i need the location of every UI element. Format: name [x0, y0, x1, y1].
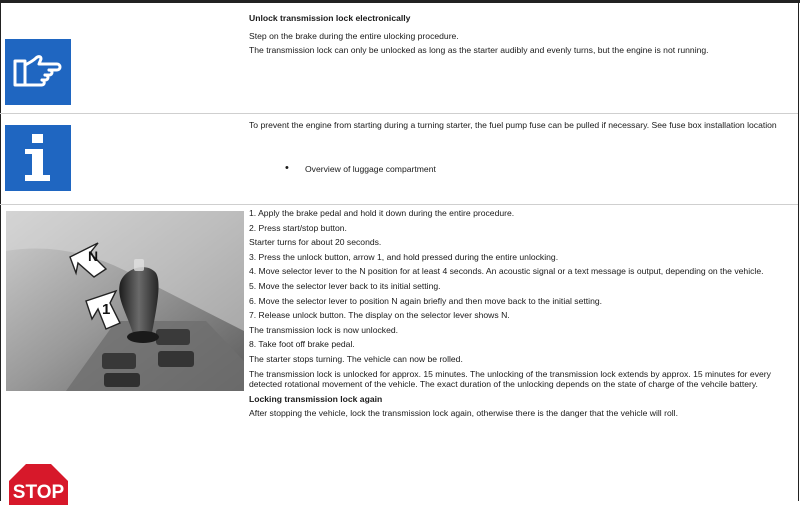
pointing-hand-icon: [5, 39, 71, 105]
info-text: To prevent the engine from starting during a turning starter, the fuel pump fuse can be pulled if necessary. See fuse box installation location: [249, 120, 777, 130]
stop-sign-icon: [6, 461, 71, 505]
row-divider: [0, 113, 798, 114]
arrow-1-label: 1: [102, 301, 111, 318]
bullet-dot: •: [285, 162, 289, 174]
row-divider: [0, 204, 798, 205]
step-line: 1. Apply the brake pedal and hold it down during the entire procedure.: [249, 208, 515, 218]
unlock-line: Step on the brake during the entire ulocking procedure.: [249, 30, 459, 41]
steps-section: [249, 208, 779, 423]
lock-text: After stopping the vehicle, lock the transmission lock again, otherwise there is the danger that the vehicle will roll.: [249, 408, 678, 419]
step-line: 2. Press start/stop button.: [249, 222, 347, 233]
selector-lever-photo: [6, 211, 244, 391]
step-line: 8. Take foot off brake pedal.: [249, 339, 355, 350]
stop-sign-label: STOP: [12, 482, 65, 503]
step-line: 4. Move selector lever to the N position for at least 4 seconds. An acoustic signal or a text message is output, depending on the vehicle.: [249, 266, 764, 277]
step-line: 5. Move the selector lever back to its initial setting.: [249, 280, 441, 291]
bullet-item: [285, 164, 436, 174]
lock-heading: Locking transmission lock again: [249, 393, 383, 404]
step-line: The transmission lock is unlocked for approx. 15 minutes. The unlocking of the transmission lock extends by approx. 15 minutes for every detected rotational movement of the vehicle. The exact duration of the unlocking depends on the state of charge of the vehcile battery.: [249, 368, 771, 390]
step-line: 7. Release unlock button. The display on the selector lever shows N.: [249, 310, 510, 321]
unlock-heading: Unlock transmission lock electronically: [249, 13, 411, 23]
info-icon: [5, 125, 71, 191]
page-top-border: [0, 0, 800, 3]
step-line: Starter turns for about 20 seconds.: [249, 237, 382, 248]
info-section: [249, 120, 779, 135]
page-right-border: [798, 0, 799, 501]
unlock-section: [249, 13, 779, 60]
step-line: 6. Move the selector lever to position N again briefly and then move back to the initial setting.: [249, 295, 603, 306]
page-left-border: [0, 0, 1, 501]
bullet-link-text: Overview of luggage compartment: [305, 164, 436, 174]
step-line: The transmission lock is now unlocked.: [249, 324, 399, 335]
step-line: 3. Press the unlock button, arrow 1, and hold pressed during the entire unlocking.: [249, 251, 559, 262]
unlock-line: The transmission lock can only be unlocked as long as the starter audibly and evenly turns, but the engine is not running.: [249, 45, 709, 56]
arrow-n-label: N: [88, 248, 99, 264]
step-line: The starter stops turning. The vehicle can now be rolled.: [249, 353, 463, 364]
